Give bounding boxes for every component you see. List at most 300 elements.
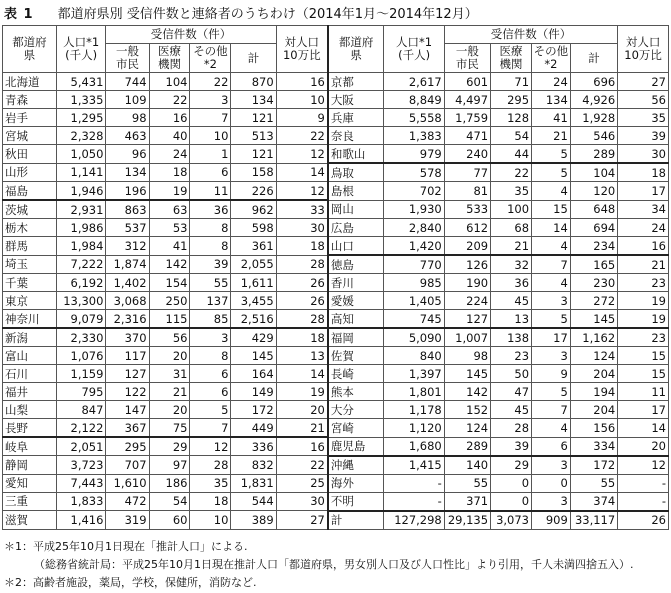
prefecture-cell: 鳥取 (328, 163, 384, 182)
total-cell: 234 (570, 237, 617, 256)
table-row (3, 456, 669, 475)
ratio-cell: 11 (618, 383, 669, 401)
pop-cell: 13,300 (56, 292, 106, 310)
general-cell: 1,874 (106, 255, 149, 274)
pop-cell: 770 (384, 255, 444, 274)
header-received-left: 受信件数（件） (106, 26, 276, 44)
prefecture-cell: 愛媛 (328, 292, 384, 310)
total-cell: 104 (570, 163, 617, 182)
pop-cell: 795 (56, 383, 106, 401)
prefecture-cell: 神奈川 (3, 310, 57, 329)
prefecture-cell: 長野 (3, 419, 57, 438)
pop-cell: 2,122 (56, 419, 106, 438)
general-cell: 1,402 (106, 274, 149, 292)
ratio-cell: 34 (618, 200, 669, 219)
medical-cell: 35 (491, 182, 532, 201)
medical-cell: 68 (491, 219, 532, 237)
general-cell: 370 (106, 328, 149, 347)
prefecture-cell: 北海道 (3, 73, 57, 91)
general-cell: 190 (444, 274, 490, 292)
general-cell: 289 (444, 437, 490, 456)
other-cell: 22 (190, 73, 231, 91)
prefecture-cell: 石川 (3, 365, 57, 383)
total-cell: 172 (231, 401, 276, 419)
table-title-text: 都道府県別 受信件数と連絡者のうちわけ（2014年1月～2014年12月） (57, 7, 478, 22)
other-cell: 24 (532, 73, 571, 91)
table-row (3, 419, 669, 438)
header-ratio-right: 対人口 10万比 (618, 26, 669, 73)
other-cell: 0 (532, 474, 571, 492)
ratio-cell: 21 (276, 419, 328, 438)
other-cell: 134 (532, 91, 571, 109)
table-row (3, 91, 669, 109)
prefecture-cell: 福島 (3, 182, 57, 201)
ratio-cell: 22 (276, 456, 328, 475)
pop-cell: 2,051 (56, 437, 106, 456)
other-cell: 6 (190, 163, 231, 182)
total-cell: 172 (570, 456, 617, 475)
total-cell: 2,516 (231, 310, 276, 329)
general-cell: 96 (106, 145, 149, 164)
footnote-1-source: （総務省統計局：平成25年10月1日現在推計人口「都道府県，男女別人口及び人口性比」より引用，千人未満四捨五入）. (34, 558, 634, 571)
total-cell: 145 (570, 310, 617, 329)
medical-cell: 18 (149, 163, 190, 182)
ratio-cell: 9 (276, 109, 328, 127)
medical-cell: 21 (149, 383, 190, 401)
other-cell: 137 (190, 292, 231, 310)
general-cell: 29,135 (444, 511, 490, 530)
general-cell: 367 (106, 419, 149, 438)
other-cell: 3 (532, 292, 571, 310)
medical-cell: 100 (491, 200, 532, 219)
ratio-cell: 12 (618, 456, 669, 475)
table-row (3, 437, 669, 456)
general-cell: 81 (444, 182, 490, 201)
general-cell: 140 (444, 456, 490, 475)
other-cell: 15 (532, 200, 571, 219)
pop-cell: 1,335 (56, 91, 106, 109)
total-cell: 648 (570, 200, 617, 219)
ratio-cell: - (618, 492, 669, 511)
total-cell: 2,055 (231, 255, 276, 274)
pop-cell: 2,330 (56, 328, 106, 347)
pop-cell: 5,558 (384, 109, 444, 127)
prefecture-cell: 香川 (328, 274, 384, 292)
total-cell: 694 (570, 219, 617, 237)
medical-cell: 41 (149, 237, 190, 256)
other-cell: 4 (532, 182, 571, 201)
other-cell: 41 (532, 109, 571, 127)
prefecture-cell: 大阪 (328, 91, 384, 109)
table-row (3, 511, 669, 530)
prefecture-cell: 山形 (3, 163, 57, 182)
header-general-left: 一般 市民 (106, 44, 149, 73)
medical-cell: 19 (149, 182, 190, 201)
table-label: 表 1 (4, 7, 34, 22)
medical-cell: 28 (491, 419, 532, 438)
prefecture-cell: 青森 (3, 91, 57, 109)
header-received-right: 受信件数（件） (444, 26, 617, 44)
general-cell: 463 (106, 127, 149, 145)
table-row (3, 237, 669, 256)
table-row (3, 401, 669, 419)
other-cell: 909 (532, 511, 571, 530)
prefecture-cell: 岡山 (328, 200, 384, 219)
pop-cell: 9,079 (56, 310, 106, 329)
pop-cell: 1,984 (56, 237, 106, 256)
pop-cell: 979 (384, 145, 444, 164)
general-cell: 295 (106, 437, 149, 456)
total-cell: 449 (231, 419, 276, 438)
ratio-cell: 28 (276, 310, 328, 329)
general-cell: 152 (444, 401, 490, 419)
pop-cell: 847 (56, 401, 106, 419)
table-row (3, 182, 669, 201)
ratio-cell: 16 (276, 73, 328, 91)
total-cell: 3,455 (231, 292, 276, 310)
total-cell: 194 (570, 383, 617, 401)
pop-cell: 2,840 (384, 219, 444, 237)
medical-cell: 104 (149, 73, 190, 91)
ratio-cell: 18 (276, 328, 328, 347)
prefecture-cell: 佐賀 (328, 347, 384, 365)
header-other-right: その他 *2 (532, 44, 571, 73)
total-cell: 165 (570, 255, 617, 274)
header-pref-right: 都道府県 (328, 26, 384, 73)
ratio-cell: 30 (618, 145, 669, 164)
general-cell: 240 (444, 145, 490, 164)
pop-cell: 1,076 (56, 347, 106, 365)
table-row (3, 127, 669, 145)
total-cell: 121 (231, 145, 276, 164)
other-cell: 1 (190, 145, 231, 164)
other-cell: 3 (190, 91, 231, 109)
prefecture-cell: 群馬 (3, 237, 57, 256)
other-cell: 17 (532, 328, 571, 347)
total-cell: 334 (570, 437, 617, 456)
pop-cell: 5,090 (384, 328, 444, 347)
medical-cell: 40 (149, 127, 190, 145)
total-cell: 226 (231, 182, 276, 201)
other-cell: 7 (190, 109, 231, 127)
total-cell: 1,928 (570, 109, 617, 127)
ratio-cell: 16 (618, 237, 669, 256)
prefecture-cell: 富山 (3, 347, 57, 365)
total-cell: 696 (570, 73, 617, 91)
medical-cell: 47 (491, 383, 532, 401)
general-cell: 3,068 (106, 292, 149, 310)
medical-cell: 53 (149, 219, 190, 237)
total-cell: 1,831 (231, 474, 276, 492)
table-row (3, 365, 669, 383)
pop-cell: 1,178 (384, 401, 444, 419)
pop-cell: 127,298 (384, 511, 444, 530)
medical-cell: 142 (149, 255, 190, 274)
general-cell: 98 (444, 347, 490, 365)
general-cell: 126 (444, 255, 490, 274)
prefecture-cell: 東京 (3, 292, 57, 310)
general-cell: 1,610 (106, 474, 149, 492)
medical-cell: 21 (491, 237, 532, 256)
prefecture-cell: 福井 (3, 383, 57, 401)
other-cell: 55 (190, 274, 231, 292)
general-cell: 98 (106, 109, 149, 127)
other-cell: 5 (532, 163, 571, 182)
total-cell: 429 (231, 328, 276, 347)
prefecture-cell: 埼玉 (3, 255, 57, 274)
other-cell: 12 (190, 437, 231, 456)
medical-cell: 250 (149, 292, 190, 310)
prefecture-cell: 福岡 (328, 328, 384, 347)
pop-cell: 1,295 (56, 109, 106, 127)
ratio-cell: 15 (618, 347, 669, 365)
ratio-cell: 16 (276, 437, 328, 456)
table-header (3, 26, 669, 73)
prefecture-cell: 鹿児島 (328, 437, 384, 456)
pop-cell: 1,930 (384, 200, 444, 219)
general-cell: 117 (106, 347, 149, 365)
header-medical-right: 医療 機関 (491, 44, 532, 73)
table-row (3, 274, 669, 292)
pop-cell: 1,405 (384, 292, 444, 310)
pop-cell: 2,617 (384, 73, 444, 91)
medical-cell: 0 (491, 474, 532, 492)
general-cell: 134 (106, 163, 149, 182)
prefecture-cell: 不明 (328, 492, 384, 511)
prefecture-cell: 茨城 (3, 200, 57, 219)
table-row (3, 292, 669, 310)
prefecture-cell: 和歌山 (328, 145, 384, 164)
other-cell: 6 (190, 383, 231, 401)
pop-cell: 1,415 (384, 456, 444, 475)
medical-cell: 24 (149, 145, 190, 164)
pop-cell: 5,431 (56, 73, 106, 91)
prefecture-cell: 大分 (328, 401, 384, 419)
ratio-cell: 18 (276, 237, 328, 256)
general-cell: 707 (106, 456, 149, 475)
prefecture-cell: 海外 (328, 474, 384, 492)
medical-cell: 16 (149, 109, 190, 127)
prefecture-cell: 高知 (328, 310, 384, 329)
ratio-cell: 28 (276, 255, 328, 274)
ratio-cell: 27 (618, 73, 669, 91)
table-row (3, 109, 669, 127)
pop-cell: 1,833 (56, 492, 106, 511)
general-cell: 4,497 (444, 91, 490, 109)
general-cell: 2,316 (106, 310, 149, 329)
ratio-cell: 12 (276, 182, 328, 201)
ratio-cell: 22 (276, 127, 328, 145)
total-cell: 158 (231, 163, 276, 182)
prefecture-cell: 新潟 (3, 328, 57, 347)
ratio-cell: 24 (618, 219, 669, 237)
header-ratio-left: 対人口 10万比 (276, 26, 328, 73)
table-row (3, 163, 669, 182)
other-cell: 4 (532, 237, 571, 256)
pop-cell: 2,328 (56, 127, 106, 145)
table-row (3, 328, 669, 347)
prefecture-cell: 千葉 (3, 274, 57, 292)
general-cell: 127 (106, 365, 149, 383)
medical-cell: 20 (149, 401, 190, 419)
table-title (4, 3, 478, 22)
pop-cell: - (384, 492, 444, 511)
prefecture-cell: 宮崎 (328, 419, 384, 438)
ratio-cell: 19 (618, 310, 669, 329)
medical-cell: 60 (149, 511, 190, 530)
total-cell: 361 (231, 237, 276, 256)
ratio-cell: 15 (618, 365, 669, 383)
medical-cell: 13 (491, 310, 532, 329)
other-cell: 85 (190, 310, 231, 329)
medical-cell: 50 (491, 365, 532, 383)
pop-cell: 1,946 (56, 182, 106, 201)
table-row (3, 383, 669, 401)
pop-cell: 1,680 (384, 437, 444, 456)
medical-cell: 22 (491, 163, 532, 182)
total-cell: 4,926 (570, 91, 617, 109)
medical-cell: 115 (149, 310, 190, 329)
ratio-cell: 26 (276, 274, 328, 292)
other-cell: 3 (532, 492, 571, 511)
pop-cell: 7,443 (56, 474, 106, 492)
table-row (3, 145, 669, 164)
other-cell: 36 (190, 200, 231, 219)
pop-cell: 1,050 (56, 145, 106, 164)
prefecture-cell: 静岡 (3, 456, 57, 475)
total-cell: 832 (231, 456, 276, 475)
total-cell: 120 (570, 182, 617, 201)
prefecture-cell: 愛知 (3, 474, 57, 492)
total-cell: 870 (231, 73, 276, 91)
medical-cell: 31 (149, 365, 190, 383)
other-cell: 5 (532, 145, 571, 164)
other-cell: 10 (190, 127, 231, 145)
prefecture-cell: 兵庫 (328, 109, 384, 127)
total-cell: 149 (231, 383, 276, 401)
total-cell: 1,611 (231, 274, 276, 292)
general-cell: 55 (444, 474, 490, 492)
pop-cell: 3,723 (56, 456, 106, 475)
total-cell: 134 (231, 91, 276, 109)
pop-cell: 6,192 (56, 274, 106, 292)
other-cell: 21 (532, 127, 571, 145)
total-cell: 145 (231, 347, 276, 365)
other-cell: 4 (532, 419, 571, 438)
prefecture-cell: 岐阜 (3, 437, 57, 456)
general-cell: 122 (106, 383, 149, 401)
total-cell: 33,117 (570, 511, 617, 530)
general-cell: 533 (444, 200, 490, 219)
header-other-left: その他 *2 (190, 44, 231, 73)
other-cell: 7 (532, 401, 571, 419)
ratio-cell: 23 (618, 328, 669, 347)
ratio-cell: 26 (276, 292, 328, 310)
medical-cell: 186 (149, 474, 190, 492)
ratio-cell: 20 (618, 437, 669, 456)
prefecture-cell: 沖縄 (328, 456, 384, 475)
header-total-left: 計 (231, 44, 276, 73)
medical-cell: 45 (491, 292, 532, 310)
pop-cell: 1,141 (56, 163, 106, 182)
medical-cell: 54 (149, 492, 190, 511)
other-cell: 9 (532, 365, 571, 383)
total-cell: 272 (570, 292, 617, 310)
medical-cell: 56 (149, 328, 190, 347)
table-row (3, 219, 669, 237)
total-cell: 513 (231, 127, 276, 145)
total-cell: 124 (570, 347, 617, 365)
general-cell: 196 (106, 182, 149, 201)
medical-cell: 63 (149, 200, 190, 219)
general-cell: 312 (106, 237, 149, 256)
other-cell: 3 (532, 347, 571, 365)
general-cell: 371 (444, 492, 490, 511)
medical-cell: 29 (149, 437, 190, 456)
ratio-cell: 23 (618, 274, 669, 292)
header-medical-left: 医療 機関 (149, 44, 190, 73)
prefecture-cell: 三重 (3, 492, 57, 511)
prefecture-cell: 島根 (328, 182, 384, 201)
other-cell: 10 (190, 511, 231, 530)
ratio-cell: 25 (276, 474, 328, 492)
medical-cell: 29 (491, 456, 532, 475)
total-cell: 544 (231, 492, 276, 511)
ratio-cell: 13 (276, 347, 328, 365)
total-cell: 1,162 (570, 328, 617, 347)
ratio-cell: 26 (618, 511, 669, 530)
ratio-cell: 20 (276, 401, 328, 419)
header-pref-left: 都道府県 (3, 26, 57, 73)
medical-cell: 23 (491, 347, 532, 365)
pop-cell: - (384, 474, 444, 492)
other-cell: 14 (532, 219, 571, 237)
medical-cell: 20 (149, 347, 190, 365)
medical-cell: 54 (491, 127, 532, 145)
other-cell: 8 (190, 347, 231, 365)
pop-cell: 985 (384, 274, 444, 292)
general-cell: 145 (444, 365, 490, 383)
footnotes (4, 538, 634, 592)
prefecture-cell: 山梨 (3, 401, 57, 419)
medical-cell: 75 (149, 419, 190, 438)
header-general-right: 一般 市民 (444, 44, 490, 73)
ratio-cell: 30 (276, 492, 328, 511)
other-cell: 35 (190, 474, 231, 492)
prefecture-cell: 広島 (328, 219, 384, 237)
ratio-cell: 14 (276, 163, 328, 182)
medical-cell: 32 (491, 255, 532, 274)
other-cell: 5 (532, 310, 571, 329)
general-cell: 147 (106, 401, 149, 419)
statistics-table (2, 25, 669, 530)
medical-cell: 128 (491, 109, 532, 127)
pop-cell: 2,931 (56, 200, 106, 219)
other-cell: 7 (532, 255, 571, 274)
other-cell: 6 (190, 365, 231, 383)
ratio-cell: 14 (618, 419, 669, 438)
general-cell: 537 (106, 219, 149, 237)
medical-cell: 44 (491, 145, 532, 164)
pop-cell: 745 (384, 310, 444, 329)
other-cell: 3 (190, 328, 231, 347)
general-cell: 471 (444, 127, 490, 145)
medical-cell: 3,073 (491, 511, 532, 530)
ratio-cell: 39 (618, 127, 669, 145)
pop-cell: 1,416 (56, 511, 106, 530)
other-cell: 11 (190, 182, 231, 201)
general-cell: 1,007 (444, 328, 490, 347)
